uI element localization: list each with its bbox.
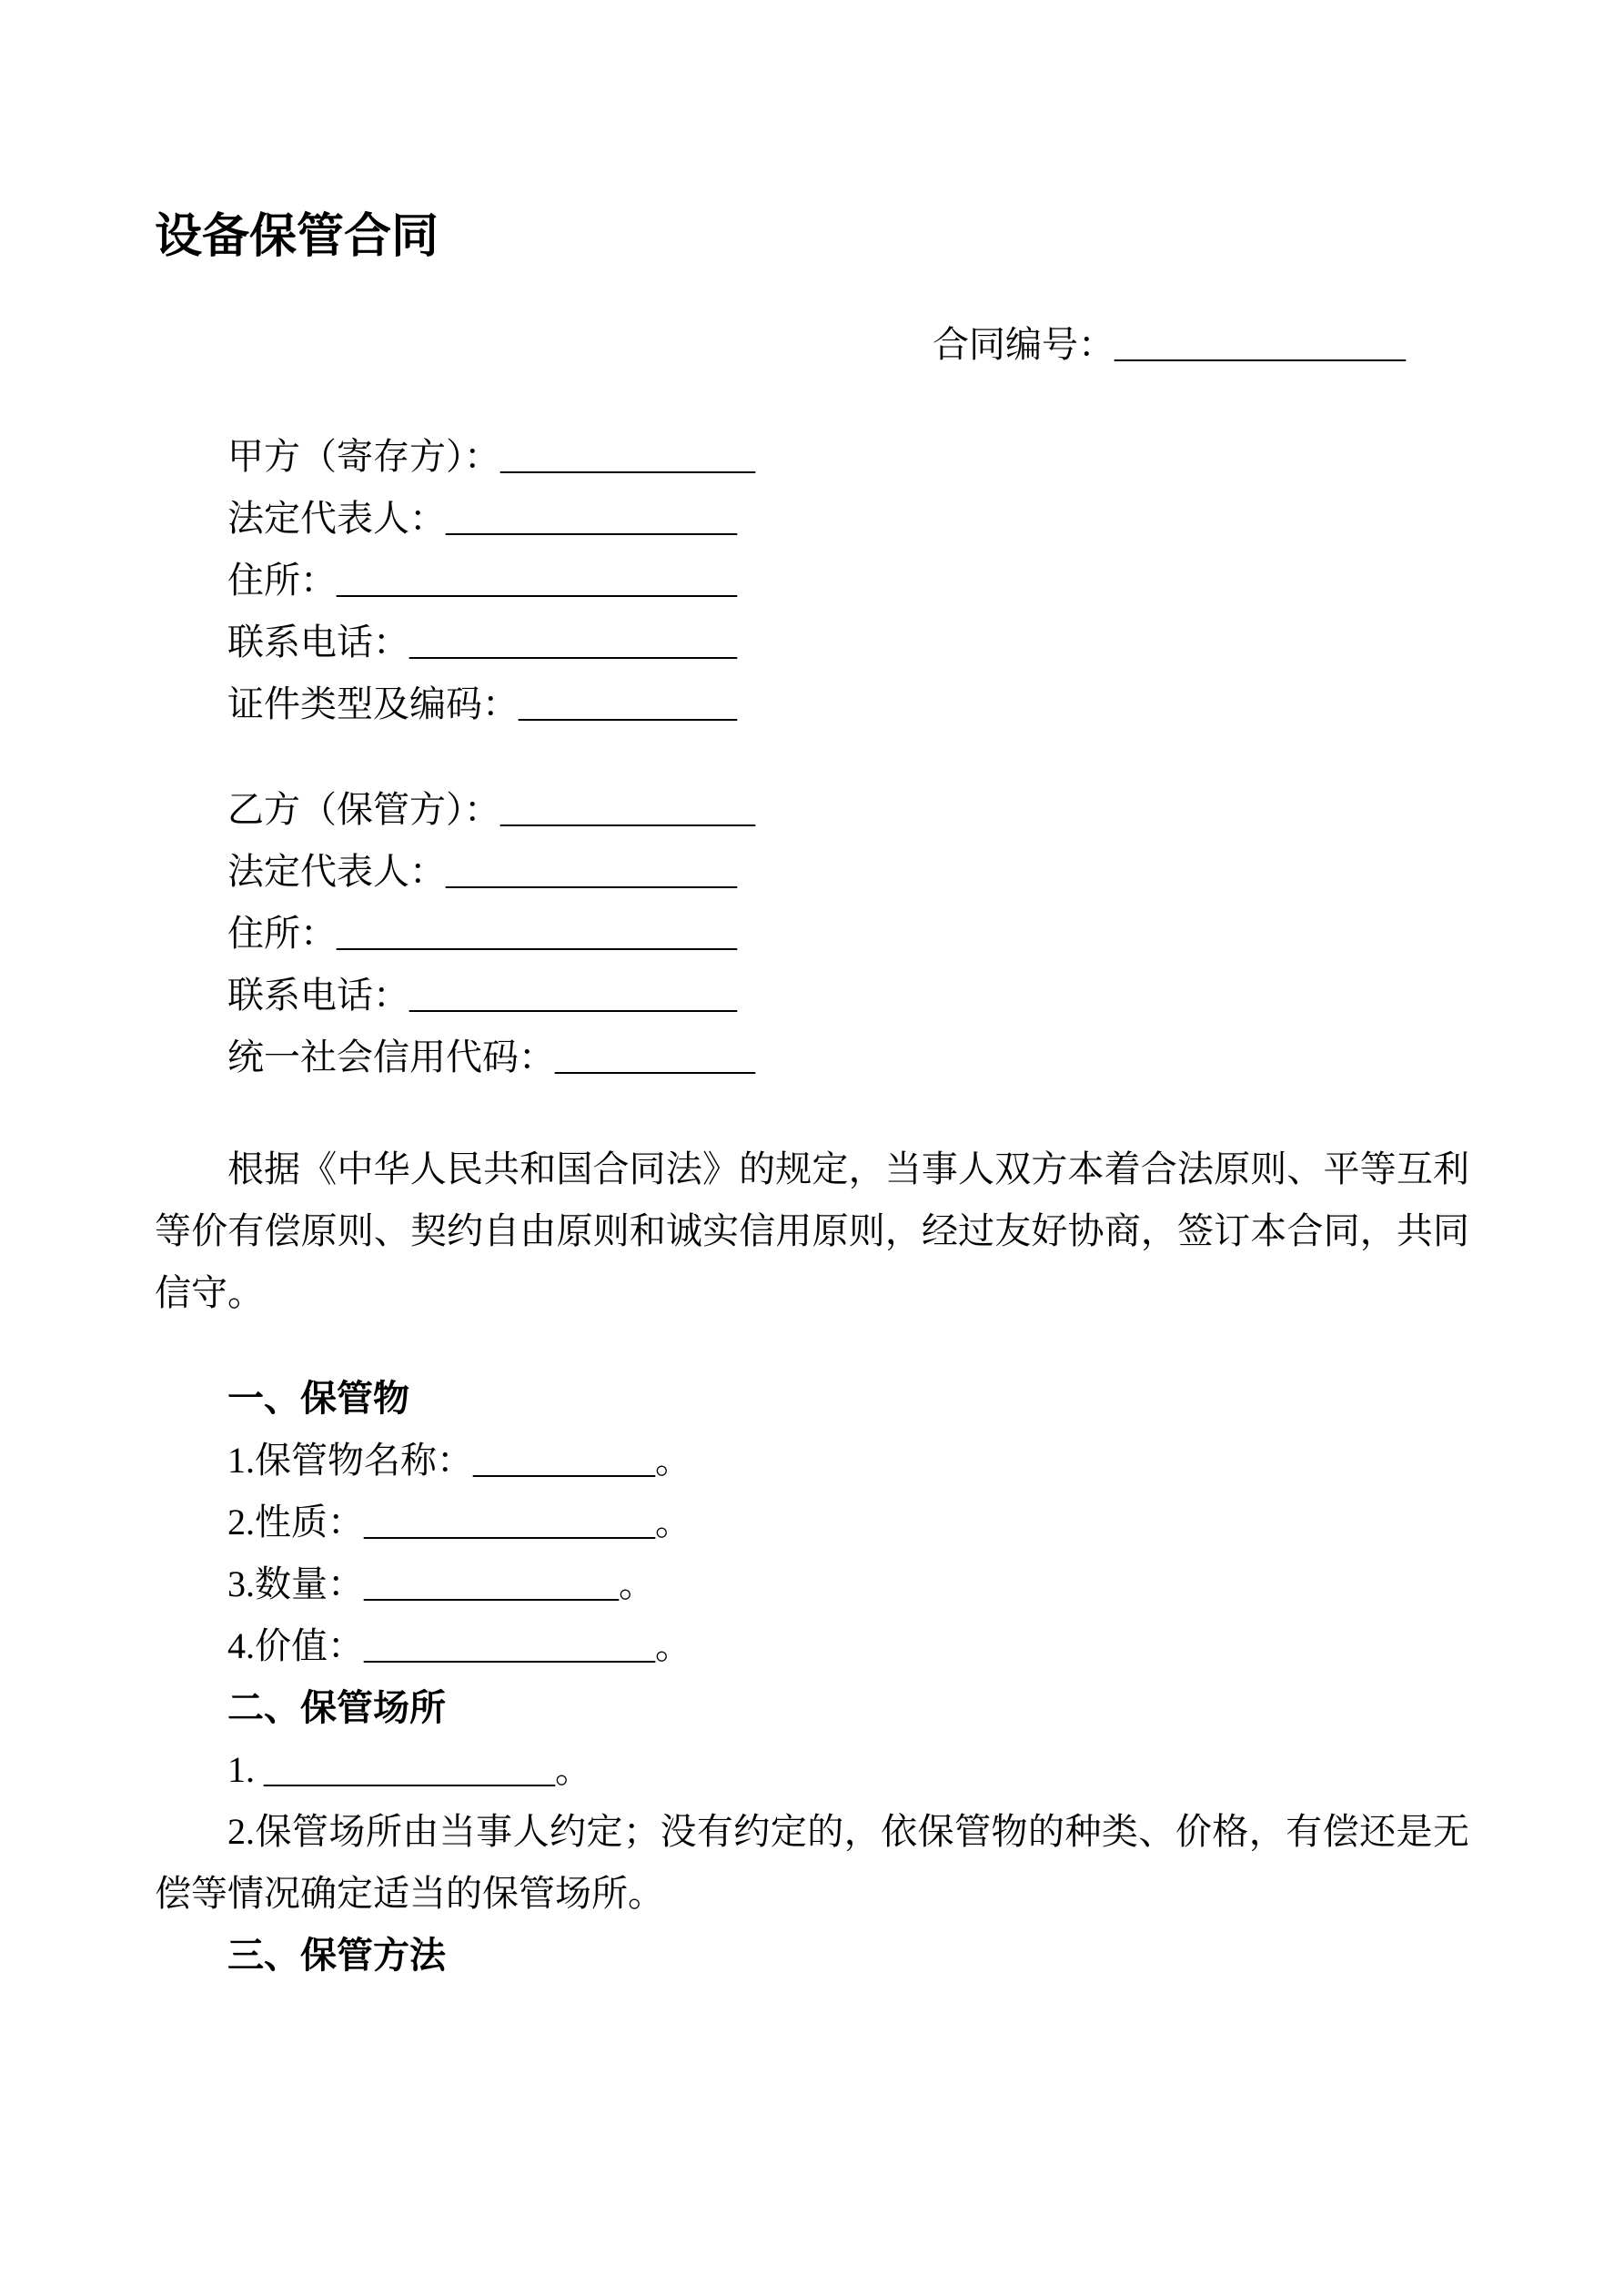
preamble-paragraph: 根据《中华人民共和国合同法》的规定，当事人双方本着合法原则、平等互利等价有偿原则、契约自由原则和诚实信用原则，经过友好协商，签订本合同，共同信守。 (155, 1148, 1469, 1313)
field-line-party-a-id (155, 673, 1469, 735)
field-blank: __________________ (409, 975, 737, 1016)
field-blank: ___________ (555, 1037, 755, 1077)
section-1-item-4: 4.价值：________________。 (227, 1625, 691, 1666)
field-blank: ________________ (446, 498, 737, 539)
party-b-block (155, 779, 1469, 1088)
section-heading-2: 二、保管场所 (227, 1688, 446, 1728)
field-label: 乙方（保管方）： (227, 789, 500, 830)
section-1-item-1: 1.保管物名称：__________。 (227, 1440, 691, 1481)
contract-number-line (155, 314, 1469, 376)
field-blank: __________________ (409, 622, 737, 663)
field-line-party-a-phone (155, 612, 1469, 673)
field-label: 联系电话： (227, 975, 409, 1016)
section-1-item-2: 2.性质：________________。 (227, 1502, 691, 1542)
field-blank: ______________ (500, 789, 755, 830)
section-heading-1: 一、保管物 (227, 1379, 409, 1419)
document-title: 设备保管合同 (155, 210, 439, 263)
section-2-item-2: 2.保管场所由当事人约定；没有约定的，依保管物的种类、价格，有偿还是无偿等情况确定适当的保管场所。 (155, 1811, 1469, 1914)
section-1-item-3: 3.数量：______________。 (227, 1563, 655, 1604)
field-line-party-b-credit-code (155, 1027, 1469, 1088)
field-blank: ________________ (446, 851, 737, 892)
section-storage-place (155, 1677, 1469, 1925)
contract-number-blank: ________________ (1115, 324, 1406, 365)
field-label: 联系电话： (227, 622, 409, 663)
field-line-party-b-name (155, 779, 1469, 841)
field-line-party-b-phone (155, 965, 1469, 1027)
section-storage-method (155, 1925, 1469, 1987)
field-line-party-a-address (155, 550, 1469, 612)
field-blank: ______________ (500, 436, 755, 477)
section-2-item-1: 1. ________________。 (227, 1749, 591, 1790)
contract-number-label: 合同编号： (933, 324, 1115, 365)
field-blank: ______________________ (337, 913, 737, 954)
field-blank: ______________________ (337, 560, 737, 601)
field-line-party-b-legal-rep (155, 841, 1469, 903)
field-label: 住所： (227, 913, 337, 954)
field-blank: ____________ (519, 683, 737, 724)
section-heading-3: 三、保管方法 (227, 1936, 446, 1976)
field-label: 证件类型及编码： (227, 683, 519, 724)
field-line-party-a-name (155, 426, 1469, 488)
field-label: 住所： (227, 560, 337, 601)
field-label: 法定代表人： (227, 851, 446, 892)
field-line-party-b-address (155, 903, 1469, 965)
field-line-party-a-legal-rep (155, 488, 1469, 550)
field-label: 统一社会信用代码： (227, 1037, 555, 1077)
section-storage-item (155, 1368, 1469, 1677)
field-label: 法定代表人： (227, 498, 446, 539)
field-label: 甲方（寄存方）： (227, 436, 500, 477)
party-a-block (155, 426, 1469, 735)
